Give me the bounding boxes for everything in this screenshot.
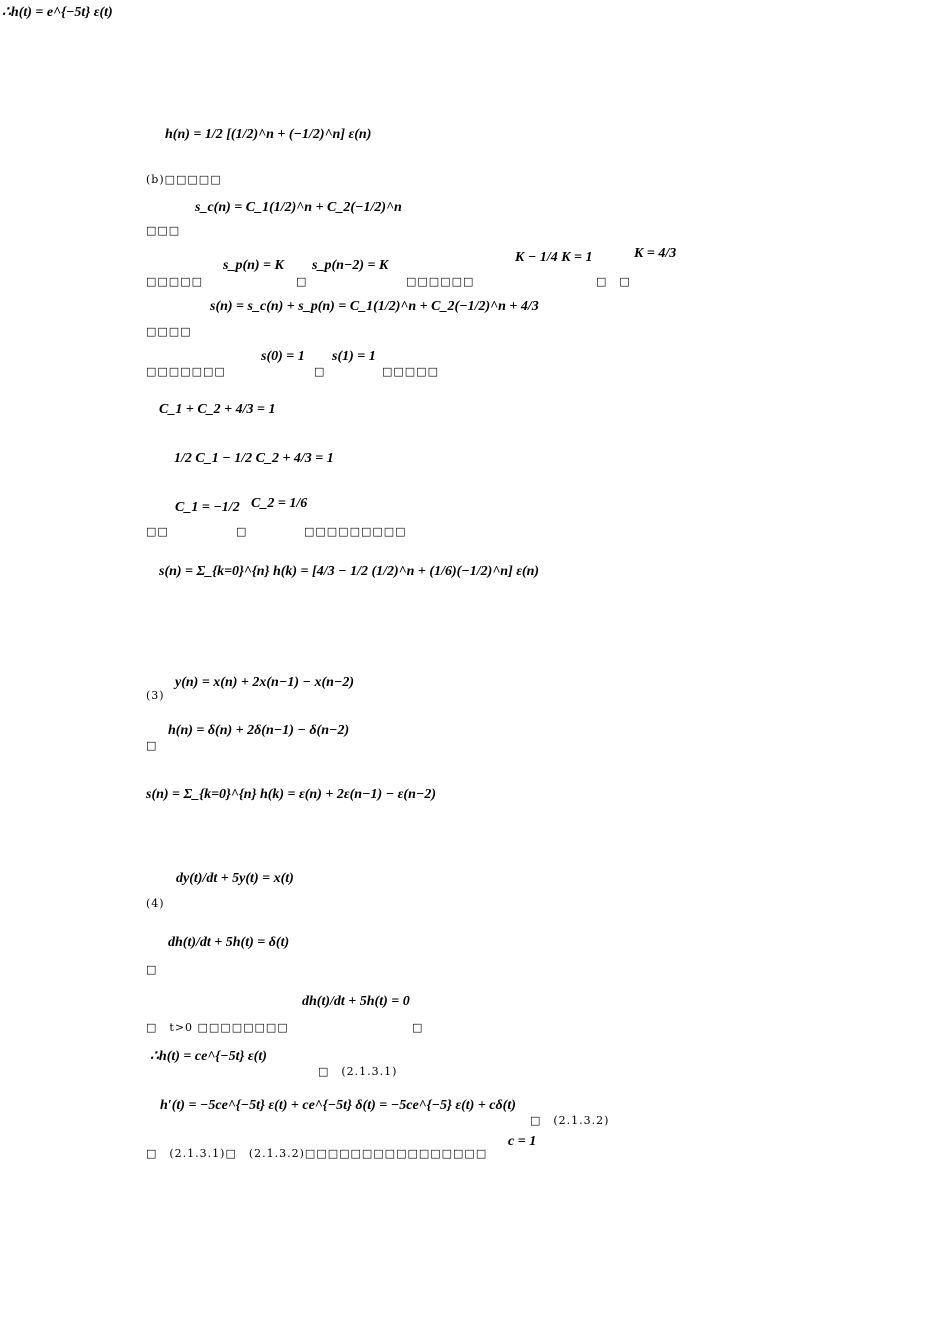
text-line: □ (314, 365, 326, 378)
equation-difference-3: y(n) = x(n) + 2x(n−1) − x(n−2) (175, 675, 355, 690)
equation-differential-4: dy(t)/dt + 5y(t) = x(t) (176, 871, 294, 886)
equation-h-derivative: h′(t) = −5ce^{−5t} ε(t) + ce^{−5t} δ(t) = −5ce^{−5} ε(t) + cδ(t) (160, 1098, 516, 1113)
text-line: □□ (146, 525, 169, 538)
equation-h-n: h(n) = 1/2 [(1/2)^n + (−1/2)^n] ε(n) (165, 127, 372, 142)
equation-ref-2-1-3-1: □ (2.1.3.1) (318, 1065, 398, 1078)
text-line: □ (236, 525, 248, 538)
equation-s-1: s(1) = 1 (332, 349, 376, 364)
label-part-4: (4) (146, 897, 165, 910)
equation-k-relation: K − 1/4 K = 1 (515, 250, 593, 265)
equation-s-0: s(0) = 1 (261, 349, 305, 364)
equation-c1-value: C_1 = −1/2 (175, 500, 240, 515)
equation-impulse-differential-4: dh(t)/dt + 5h(t) = δ(t) (168, 935, 290, 950)
equation-condition-2: 1/2 C_1 − 1/2 C_2 + 4/3 = 1 (174, 451, 334, 466)
text-line: □ □ (596, 275, 631, 288)
equation-step-response-3: s(n) = Σ_{k=0}^{n} h(k) = ε(n) + 2ε(n−1) − ε(n−2) (146, 787, 437, 802)
equation-impulse-3: h(n) = δ(n) + 2δ(n−1) − δ(n−2) (168, 723, 350, 738)
equation-h-t-with-c: ∴h(t) = ce^{−5t} ε(t) (150, 1049, 267, 1064)
text-line: □ (146, 963, 158, 976)
text-line: □□□□□□□□□ (304, 525, 407, 538)
text-line: □□□□□□ (406, 275, 475, 288)
text-line: □□□ (146, 224, 181, 237)
equation-h-t-top: ∴h(t) = e^{−5t} ε(t) (2, 5, 113, 20)
equation-k-value: K = 4/3 (634, 246, 677, 261)
text-line: □ (296, 275, 308, 288)
equation-step-response-b: s(n) = Σ_{k=0}^{n} h(k) = [4/3 − 1/2 (1/2)^n + (1/6)(−1/2)^n] ε(n) (159, 564, 540, 579)
equation-sc-n: s_c(n) = C_1(1/2)^n + C_2(−1/2)^n (195, 200, 402, 215)
text-line: □□□□□ (146, 275, 203, 288)
equation-sp-n-minus-2: s_p(n−2) = K (312, 258, 389, 273)
text-line: □ t>0 □□□□□□□□ (146, 1021, 289, 1034)
equation-sp-n: s_p(n) = K (223, 258, 284, 273)
equation-c2-value: C_2 = 1/6 (251, 496, 308, 511)
equation-s-n-general: s(n) = s_c(n) + s_p(n) = C_1(1/2)^n + C_2(−1/2)^n + 4/3 (210, 299, 539, 314)
text-line: □□□□ (146, 325, 192, 338)
label-part-3: (3) (146, 689, 165, 702)
text-line: □ (146, 739, 158, 752)
text-line: □ (412, 1021, 424, 1034)
text-line: □ (2.1.3.1)□ (2.1.3.2)□□□□□□□□□□□□□□□□ (146, 1147, 488, 1160)
equation-homogeneous-4: dh(t)/dt + 5h(t) = 0 (302, 994, 410, 1009)
equation-c-value: c = 1 (508, 1134, 537, 1149)
label-b: (b)□□□□□ (146, 173, 222, 186)
text-line: □□□□□ (382, 365, 439, 378)
text-line: □□□□□□□ (146, 365, 226, 378)
equation-ref-2-1-3-2: □ (2.1.3.2) (530, 1114, 610, 1127)
equation-condition-1: C_1 + C_2 + 4/3 = 1 (159, 402, 276, 417)
